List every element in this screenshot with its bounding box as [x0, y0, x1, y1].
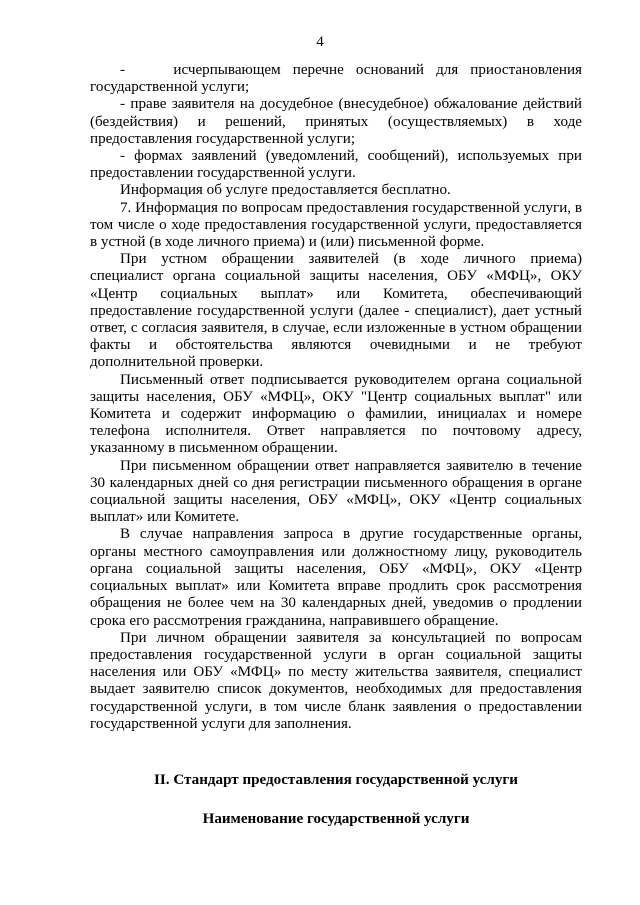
paragraph-bullet-suspension-grounds: - исчерпывающем перечне оснований для приостановления государственной услуги; — [90, 62, 582, 96]
paragraph-bullet-appeal-right: - праве заявителя на досудебное (внесудебное) обжалование действий (бездействия) и решений, принятых (осуществляемых) в ходе предоставления государственной услуги; — [90, 96, 582, 147]
section-heading: II. Стандарт предоставления государственной услуги — [154, 772, 518, 788]
paragraph-request-extension: В случае направления запроса в другие государственные органы, органы местного самоуправления или должностному лицу, руководитель органа социальной защиты населения, ОБУ «МФЦ», ОКУ «Центр социальных выплат» или Комитета вправе продлить срок рассмотрения обращения не более чем на 30 календарных дней, уведомив о продлении срока его рассмотрения гражданина, направившего обращение. — [90, 526, 582, 629]
body-text — [90, 62, 582, 733]
paragraph-bullet-application-forms: - формах заявлений (уведомлений, сообщений), используемых при предоставлении государственной услуги. — [90, 148, 582, 182]
paragraph-free-of-charge: Информация об услуге предоставляется бесплатно. — [120, 182, 451, 199]
paragraph-oral-request: При устном обращении заявителей (в ходе личного приема) специалист органа социальной защиты населения, ОБУ «МФЦ», ОКУ «Центр социальных выплат» или Комитета, обеспечивающий предоставление государственной услуги (далее - специалист), дает устный ответ, с согласия заявителя, в случае, если изложенные в устном обращении факты и обстоятельства являются очевидными и не требуют дополнительной проверки. — [90, 251, 582, 371]
paragraph-written-answer: Письменный ответ подписывается руководителем органа социальной защиты населения, ОБУ «МФЦ», ОКУ "Центр социальных выплат" или Комитета и содержит информацию о фамилии, инициалах и номере телефона исполнителя. Ответ направляется по почтовому адресу, указанному в письменном обращении. — [90, 371, 582, 457]
paragraph-item-7: 7. Информация по вопросам предоставления государственной услуги, в том числе о ходе предоставления государственной услуги, предоставляется в устной (в ходе личного приема) и (или) письменной форме. — [90, 199, 582, 251]
subsection-heading: Наименование государственной услуги — [202, 811, 470, 827]
paragraph-written-request: При письменном обращении ответ направляется заявителю в течение 30 календарных дней со дня регистрации письменного обращения в органе социальной защиты населения, ОБУ «МФЦ», ОКУ «Центр социальных выплат» или Комитете. — [90, 457, 582, 526]
page-number: 4 — [316, 34, 324, 50]
paragraph-personal-consultation: При личном обращении заявителя за консультацией по вопросам предоставления государственной услуги в орган социальной защиты населения или ОБУ «МФЦ» по месту жительства заявителя, специалист выдает заявителю список документов, необходимых для предоставления государственной услуги, в том числе бланк заявления о предоставлении государственной услуги для заполнения. — [90, 629, 582, 732]
